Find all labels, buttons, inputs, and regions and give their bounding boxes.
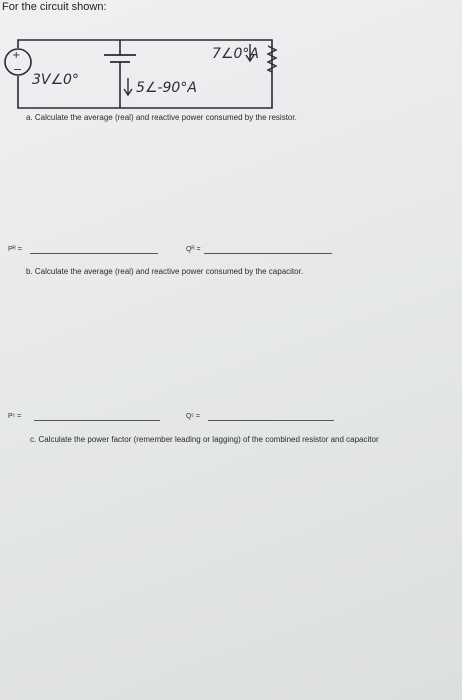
svg-text:−: − <box>13 63 23 76</box>
prompt-text: For the circuit shown: <box>2 1 107 13</box>
q-resistor-answer-line <box>204 253 332 254</box>
question-b: b. Calculate the average (real) and reactive power consumed by the capacitor. <box>26 267 304 276</box>
branch-current-label: 7∠0°A <box>212 46 259 62</box>
svg-text:+: + <box>12 50 21 61</box>
circuit-diagram <box>0 20 300 120</box>
question-a: a. Calculate the average (real) and reactive power consumed by the resistor. <box>26 113 297 122</box>
p-capacitor-answer-line <box>34 420 160 421</box>
source-label: 3V∠0° <box>32 72 79 88</box>
current-label: 5∠-90°A <box>136 80 197 96</box>
q-capacitor-label: Qᶜ = <box>186 413 200 420</box>
q-resistor-label: Qᴿ = <box>186 246 201 253</box>
p-capacitor-label: Pᶜ = <box>8 413 22 420</box>
question-c: c. Calculate the power factor (remember leading or lagging) of the combined resistor and capacitor <box>30 435 379 444</box>
p-resistor-answer-line <box>30 253 158 254</box>
p-resistor-label: Pᴿ = <box>8 246 22 253</box>
q-capacitor-answer-line <box>208 420 334 421</box>
